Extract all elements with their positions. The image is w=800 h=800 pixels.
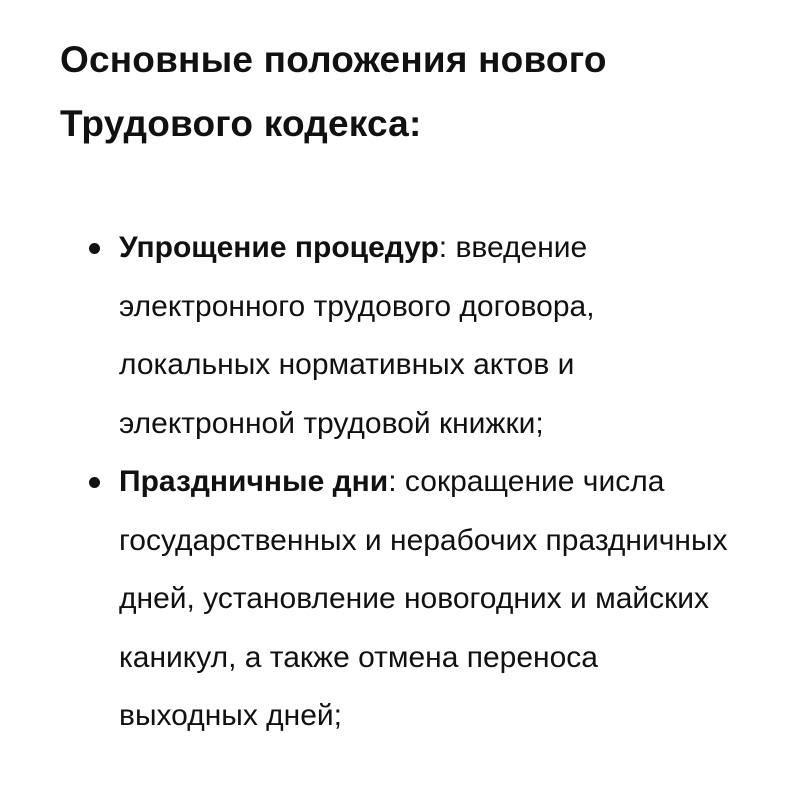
bullet-text: : сокращение числа государственных и нерабочих праздничных дней, установление новогодних и майских каникул, а также отмена переноса выходных дней;	[119, 465, 728, 732]
bullet-term: Праздничные дни	[119, 465, 389, 498]
list-item	[60, 453, 740, 746]
list-item	[60, 219, 740, 453]
bullet-list	[60, 219, 740, 746]
bullet-term: Упрощение процедур	[119, 231, 439, 264]
bullet-text: : введение электронного трудового договора, локальных нормативных актов и электронной трудовой книжки;	[119, 231, 595, 440]
bullet-dot-icon	[89, 477, 100, 488]
document-title: Основные положения нового Трудового кодекса:	[60, 39, 607, 144]
bullet-dot-icon	[89, 243, 100, 254]
